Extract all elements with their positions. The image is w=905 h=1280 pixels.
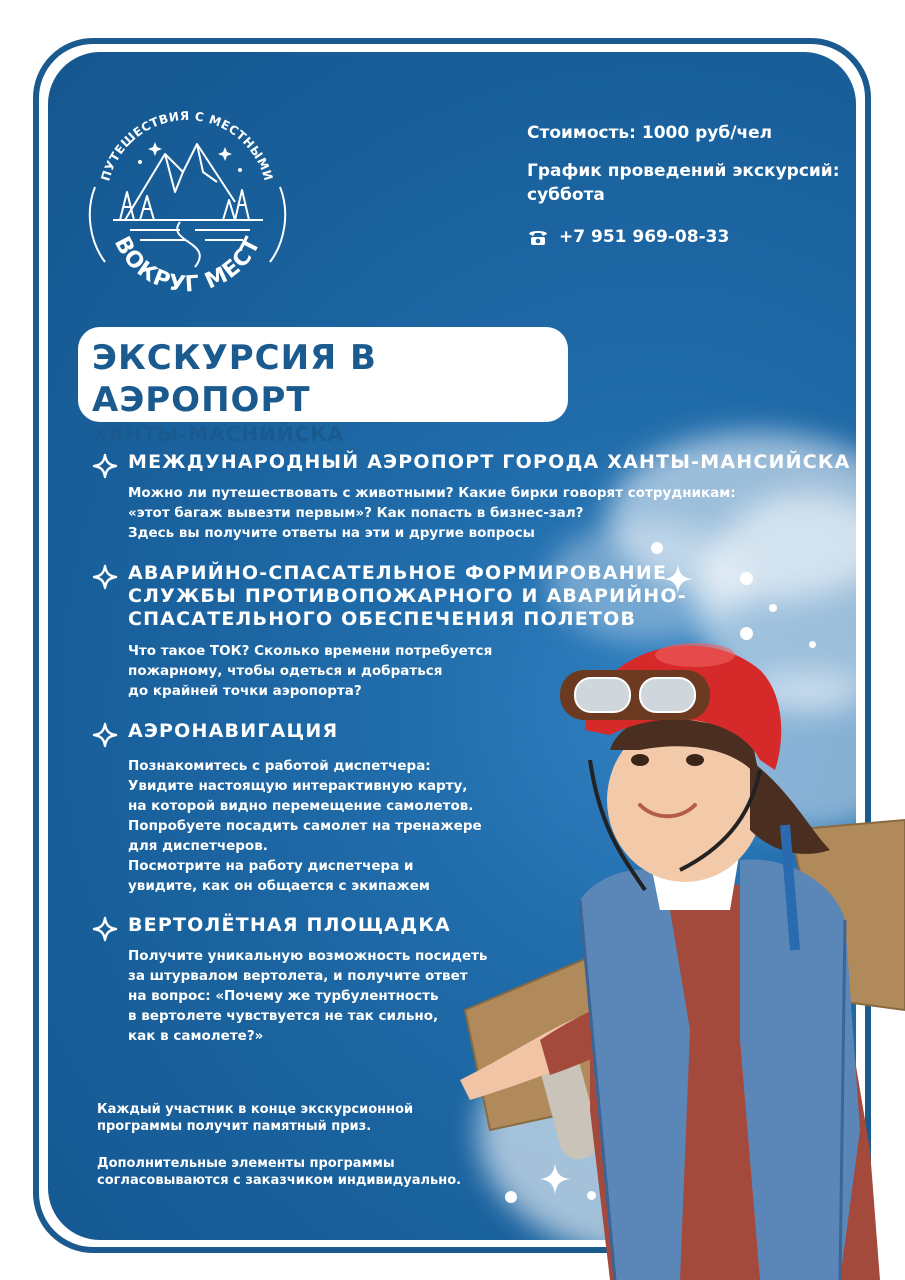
- section-text-line: для диспетчеров.: [128, 838, 268, 854]
- section-title: СПАСАТЕЛЬНОГО ОБЕСПЕЧЕНИЯ ПОЛЕТОВ: [128, 608, 637, 630]
- section-title: АВАРИЙНО-СПАСАТЕЛЬНОЕ ФОРМИРОВАНИЕ: [128, 562, 668, 584]
- footer-extra: [97, 1155, 461, 1189]
- section-text-line: на которой видно перемещение самолетов.: [128, 798, 474, 814]
- section-text-line: Увидите настоящую интерактивную карту,: [128, 778, 468, 794]
- section-helipad: [92, 914, 487, 1046]
- phone-icon: [527, 227, 549, 247]
- footer-line: согласовываются с заказчиком индивидуально.: [97, 1173, 462, 1188]
- section-text-line: увидите, как он общается с экипажем: [128, 878, 430, 894]
- section-text-line: на вопрос: «Почему же турбулентность: [128, 988, 439, 1004]
- sparkle-bullet-icon: [92, 916, 118, 942]
- section-title: ВЕРТОЛЁТНАЯ ПЛОЩАДКА: [128, 914, 451, 936]
- section-text-line: как в самолете?»: [128, 1028, 264, 1044]
- section-text-line: за штурвалом вертолета, и получите ответ: [128, 968, 468, 984]
- footer-line: Каждый участник в конце экскурсионной: [97, 1102, 414, 1117]
- sparkle-bullet-icon: [92, 722, 118, 748]
- title-box: [78, 327, 568, 446]
- child-pilot-illustration: [440, 610, 905, 1280]
- section-navigation: [92, 720, 482, 896]
- price-info: Стоимость: 1000 руб/чел: [527, 123, 773, 143]
- mountain-logo-icon: [85, 92, 290, 307]
- schedule-value: суббота: [527, 185, 605, 205]
- section-text-line: Можно ли путешествовать с животными? Какие бирки говорят сотрудникам:: [128, 485, 736, 501]
- section-text-line: Здесь вы получите ответы на эти и другие вопросы: [128, 525, 535, 541]
- page-subtitle: ХАНТЫ-МАСНИЙСКА: [92, 422, 345, 446]
- section-text-line: Получите уникальную возможность посидеть: [128, 948, 488, 964]
- sparkle-star-icon: [661, 562, 695, 596]
- section-text-line: Что такое ТОК? Сколько времени потребуется: [128, 643, 493, 659]
- svg-text:ПУТЕШЕСТВИЯ С МЕСТНЫМИ: [98, 109, 275, 183]
- section-text-line: в вертолете чувствуется не так сильно,: [128, 1008, 439, 1024]
- phone-number[interactable]: +7 951 969-08-33: [559, 227, 730, 247]
- footer-line: Дополнительные элементы программы: [97, 1156, 395, 1171]
- sparkle-bullet-icon: [92, 564, 118, 590]
- section-text-line: Попробуете посадить самолет на тренажере: [128, 818, 482, 834]
- footer-prize: [97, 1101, 413, 1135]
- footer-line: программы получит памятный приз.: [97, 1119, 372, 1134]
- section-title: АЭРОНАВИГАЦИЯ: [128, 720, 339, 742]
- section-airport: [92, 451, 851, 543]
- decor-dot: [651, 542, 663, 554]
- section-text-line: Познакомитесь с работой диспетчера:: [128, 758, 431, 774]
- section-title: СЛУЖБЫ ПРОТИВОПОЖАРНОГО И АВАРИЙНО-: [128, 585, 687, 607]
- section-text-line: до крайней точки аэропорта?: [128, 683, 362, 699]
- sparkle-bullet-icon: [92, 453, 118, 479]
- section-text-line: Посмотрите на работу диспетчера и: [128, 858, 414, 874]
- section-text-line: пожарному, чтобы одеться и добраться: [128, 663, 443, 679]
- section-title: МЕЖДУНАРОДНЫЙ АЭРОПОРТ ГОРОДА ХАНТЫ-МАНСИЙСКА: [128, 451, 851, 473]
- decor-dot: [740, 572, 753, 585]
- logo-arc-top: ПУТЕШЕСТВИЯ С МЕСТНЫМИ: [98, 108, 276, 183]
- schedule-label: График проведений экскурсий:: [527, 161, 840, 181]
- section-text-line: «этот багаж вывезти первым»? Как попасть в бизнес-зал?: [128, 505, 584, 521]
- page-title: ЭКСКУРСИЯ В АЭРОПОРТ: [92, 338, 377, 420]
- phone-row: [527, 225, 729, 249]
- logo-arc-bottom: ВОКРУГ МЕСТ: [108, 232, 266, 298]
